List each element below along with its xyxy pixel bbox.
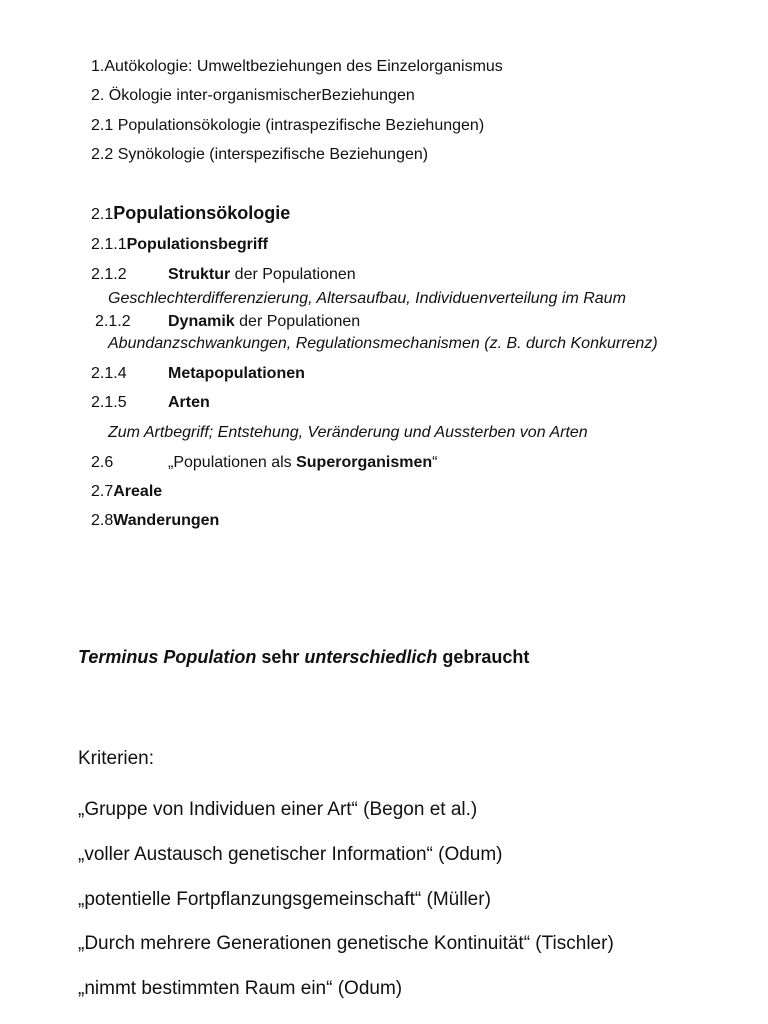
- item-number: 2.1.2: [91, 266, 127, 283]
- item-text: der Populationen: [234, 313, 361, 330]
- item-text: „Populationen als: [168, 454, 297, 471]
- outline-item: 2.1 Populationsökologie (intraspezifische Beziehungen): [91, 117, 485, 134]
- outline-subitem: [91, 482, 162, 502]
- outline-item: 2.2 Synökologie (interspezifische Beziehungen): [91, 146, 429, 163]
- criterion-item: „potentielle Fortpflanzungsgemeinschaft“ (Müller): [78, 889, 491, 910]
- outline-subitem: [91, 453, 437, 473]
- outline-subitem: [91, 235, 268, 255]
- item-title: Dynamik: [168, 313, 235, 330]
- item-text: “: [432, 454, 438, 471]
- section-number: 2.1: [91, 206, 114, 223]
- item-number: 2.1.2: [95, 313, 131, 330]
- section-heading: [91, 203, 290, 225]
- criterion-item: „nimmt bestimmten Raum ein“ (Odum): [78, 978, 403, 999]
- outline-subitem: [91, 393, 210, 413]
- item-title: Populationsbegriff: [126, 236, 268, 253]
- item-number: 2.1.1: [91, 236, 127, 253]
- outline-subitem: [91, 511, 219, 531]
- item-text: der Populationen: [230, 266, 356, 283]
- outline-subitem: [91, 265, 356, 285]
- item-number: 2.1.4: [91, 365, 127, 382]
- item-number: 2.1.5: [91, 394, 127, 411]
- criterion-item: „voller Austausch genetischer Information“ (Odum): [78, 844, 503, 865]
- criterion-item: „Gruppe von Individuen einer Art“ (Begon et al.): [78, 799, 478, 820]
- item-number: 2.6: [91, 454, 114, 471]
- criterion-item: „Durch mehrere Generationen genetische Kontinuität“ (Tischler): [78, 933, 614, 954]
- item-number: 2.7: [91, 483, 114, 500]
- terminus-term: Terminus Population: [78, 647, 257, 667]
- item-description: Geschlechterdifferenzierung, Altersaufbau, Individuenverteilung im Raum: [108, 290, 626, 307]
- item-title: Areale: [113, 483, 163, 500]
- item-title: Struktur: [168, 266, 231, 283]
- item-title: Metapopulationen: [168, 365, 305, 382]
- outline-item: 1.Autökologie: Umweltbeziehungen des Einzelorganismus: [91, 58, 503, 75]
- outline-subitem: [91, 364, 305, 384]
- outline-subitem: [95, 312, 360, 332]
- kriterien-heading: Kriterien:: [78, 748, 155, 769]
- outline-item: 2. Ökologie inter-organismischerBeziehungen: [91, 87, 415, 104]
- section-title: Populationsökologie: [113, 203, 291, 223]
- item-description: Zum Artbegriff; Entstehung, Veränderung und Aussterben von Arten: [108, 424, 588, 441]
- item-number: 2.8: [91, 512, 114, 529]
- terminus-emphasis: unterschiedlich: [304, 647, 438, 667]
- terminus-text: gebraucht: [437, 647, 530, 667]
- item-title: Arten: [168, 394, 210, 411]
- item-title: Superorganismen: [296, 454, 433, 471]
- terminus-text: sehr: [256, 647, 305, 667]
- item-description: Abundanzschwankungen, Regulationsmechanismen (z. B. durch Konkurrenz): [108, 335, 658, 352]
- item-title: Wanderungen: [113, 512, 220, 529]
- terminus-statement: [78, 645, 529, 669]
